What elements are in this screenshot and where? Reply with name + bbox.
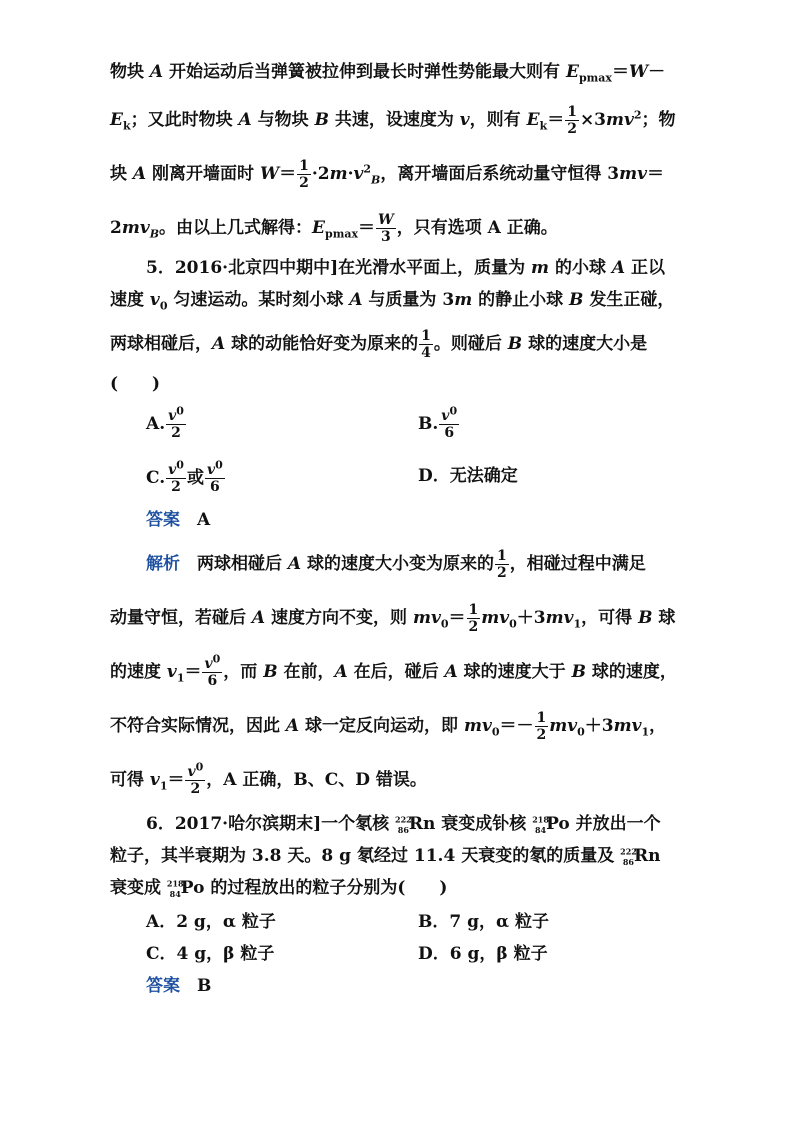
analysis-label: 解析 [146,554,180,574]
q6-line: 6．2017·哈尔滨期末]一个氡核 $^{222}_{86}$Rn 衰变成钋核 $^{218}_{84}$Po 并放出一个 [146,814,661,836]
option-c: C. $\frac{v^0}{2}$ 或 $\frac{v^0}{6}$ [146,458,223,495]
answer-row: 答案 A [146,510,211,530]
text-line: 块 A 刚离开墙面时 W＝ $\frac{1}{2}$ $\cdot 2m\cdot v^2_B$，离开墙面后系统动量守恒得 3mv＝ [110,158,664,191]
text-line: 物块 A 开始运动后当弹簧被拉伸到最长时弹性势能最大则有 $E_{pmax}=W-$ [110,62,666,85]
q6-line: 衰变成 $^{218}_{84}$Po 的过程放出的粒子分别为( ) [110,878,448,900]
option-c: C．4 g，β 粒子 [146,944,275,964]
option-b: B. $\frac{v^0}{6}$ [418,404,458,441]
text-line: $2mv_B$。由以上几式解得：$E_{pmax}=$ $\frac{W}{3}$ ，只有选项 A 正确。 [110,212,558,245]
q5-line: 速度 $v_0$ 匀速运动。某时刻小球 A 与质量为 3m 的静止小球 B 发生正碰， [110,290,675,313]
answer-label: 答案 [146,976,180,996]
answer-label: 答案 [146,510,180,530]
q5-line: 5．2016·北京四中期中]在光滑水平面上，质量为 m 的小球 A 正以 [146,258,666,278]
q5-line: 两球相碰后，A 球的动能恰好变为原来的 $\frac{1}{4}$ 。则碰后 B 球的速度大小是 [110,328,648,361]
option-a: A. $\frac{v^0}{2}$ [146,404,184,441]
answer-row: 答案 B [146,976,212,996]
option-a: A．2 g，α 粒子 [146,912,276,932]
analysis-line: 解析 两球相碰后 A 球的速度大小变为原来的 $\frac{1}{2}$ ，相碰过程中满足 [146,548,646,581]
option-d: D．6 g，β 粒子 [418,944,548,964]
option-d: D．无法确定 [418,466,518,486]
analysis-line: 动量守恒，若碰后 A 速度方向不变，则 $mv_0=$ $\frac{1}{2}$ $mv_0+3mv_1$，可得 B 球 [110,602,676,635]
analysis-line: 可得 $v_1=$ $\frac{v^0}{2}$ ，A 正确，B、C、D 错误。 [110,760,427,797]
analysis-line: 的速度 $v_1=$ $\frac{v^0}{6}$ ，而 B 在前，A 在后，碰后 A 球的速度大于 B 球的速度， [110,652,677,689]
text-line: $E_k$；又此时物块 A 与物块 B 共速，设速度为 v，则有 $E_k=$ $\frac{1}{2}$ $\times 3mv^2$；物 [110,104,676,137]
q6-line: 粒子，其半衰期为 3.8 天。8 g 氡经过 11.4 天衰变的氡的质量及 $^{222}_{86}$Rn [110,846,661,868]
q5-paren: ( ) [110,374,161,394]
option-b: B．7 g，α 粒子 [418,912,550,932]
analysis-line: 不符合实际情况，因此 A 球一定反向运动，即 $mv_0=-$ $\frac{1}{2}$ $mv_0+3mv_1$， [110,710,667,743]
